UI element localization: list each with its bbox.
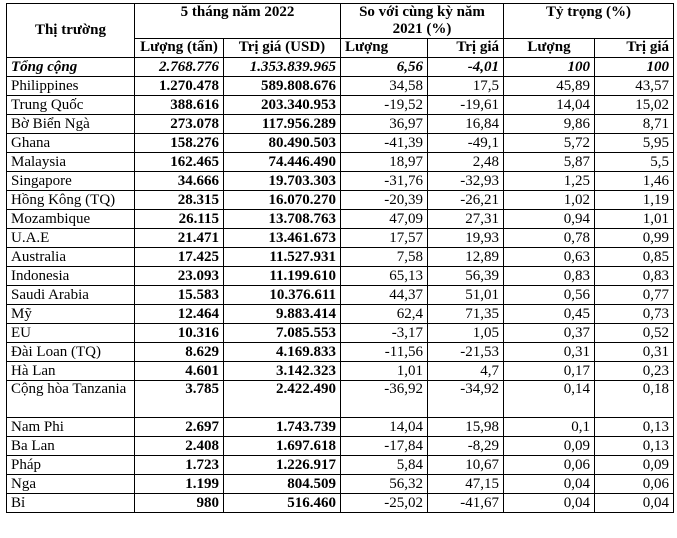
compare-value: -34,92 [428,381,504,418]
total-label: Tổng cộng [7,58,135,77]
qty-tons: 26.115 [135,210,224,229]
share-value: 0,13 [595,418,674,437]
market-name: Philippines [7,77,135,96]
table-row [7,286,674,305]
compare-qty: -36,92 [341,381,428,418]
table-row [7,267,674,286]
share-qty: 0,83 [504,267,595,286]
table-row [7,418,674,437]
share-qty: 0,04 [504,475,595,494]
market-name: Nga [7,475,135,494]
compare-value: 56,39 [428,267,504,286]
share-qty: 45,89 [504,77,595,96]
share-qty: 0,17 [504,362,595,381]
share-value: 43,57 [595,77,674,96]
share-value: 0,13 [595,437,674,456]
share-value: 0,85 [595,248,674,267]
value-usd: 117.956.289 [224,115,341,134]
share-value: 0,83 [595,267,674,286]
qty-tons: 1.270.478 [135,77,224,96]
market-name: Malaysia [7,153,135,172]
qty-tons: 1.199 [135,475,224,494]
share-value: 0,31 [595,343,674,362]
qty-tons: 23.093 [135,267,224,286]
total-share-value: 100 [595,58,674,77]
value-usd: 74.446.490 [224,153,341,172]
share-qty: 0,94 [504,210,595,229]
total-qty: 2.768.776 [135,58,224,77]
compare-value: 10,67 [428,456,504,475]
header-qty-tons: Lượng (tấn) [135,39,224,58]
value-usd: 7.085.553 [224,324,341,343]
compare-qty: -41,39 [341,134,428,153]
market-name: Hà Lan [7,362,135,381]
market-name: Saudi Arabia [7,286,135,305]
compare-qty: 17,57 [341,229,428,248]
compare-value: 19,93 [428,229,504,248]
share-qty: 1,02 [504,191,595,210]
market-name: Ba Lan [7,437,135,456]
market-name: Mỹ [7,305,135,324]
market-name: Mozambique [7,210,135,229]
total-value: 1.353.839.965 [224,58,341,77]
share-value: 8,71 [595,115,674,134]
table-row [7,172,674,191]
compare-qty: 5,84 [341,456,428,475]
market-name: Pháp [7,456,135,475]
share-value: 1,46 [595,172,674,191]
header-share-qty: Lượng [504,39,595,58]
market-name: Australia [7,248,135,267]
compare-qty: 62,4 [341,305,428,324]
table-row [7,305,674,324]
share-qty: 0,31 [504,343,595,362]
value-usd: 516.460 [224,494,341,513]
value-usd: 589.808.676 [224,77,341,96]
qty-tons: 21.471 [135,229,224,248]
header-share-group: Tỷ trọng (%) [504,4,674,39]
compare-qty: 47,09 [341,210,428,229]
table-row [7,115,674,134]
compare-qty: 44,37 [341,286,428,305]
qty-tons: 12.464 [135,305,224,324]
header-compare-qty: Lượng [341,39,428,58]
compare-value: 17,5 [428,77,504,96]
table-row [7,324,674,343]
qty-tons: 4.601 [135,362,224,381]
share-value: 0,23 [595,362,674,381]
share-value: 5,95 [595,134,674,153]
value-usd: 9.883.414 [224,305,341,324]
table-row [7,362,674,381]
value-usd: 1.743.739 [224,418,341,437]
compare-value: 47,15 [428,475,504,494]
table-row [7,494,674,513]
qty-tons: 17.425 [135,248,224,267]
qty-tons: 388.616 [135,96,224,115]
table-row [7,134,674,153]
value-usd: 3.142.323 [224,362,341,381]
value-usd: 80.490.503 [224,134,341,153]
qty-tons: 162.465 [135,153,224,172]
table-row [7,153,674,172]
compare-qty: -31,76 [341,172,428,191]
share-qty: 5,72 [504,134,595,153]
header-value-usd: Trị giá (USD) [224,39,341,58]
compare-qty: -19,52 [341,96,428,115]
compare-value: 15,98 [428,418,504,437]
share-value: 0,18 [595,381,674,418]
compare-value: 1,05 [428,324,504,343]
share-value: 0,52 [595,324,674,343]
share-value: 0,99 [595,229,674,248]
qty-tons: 980 [135,494,224,513]
compare-qty: 14,04 [341,418,428,437]
qty-tons: 2.408 [135,437,224,456]
table-row [7,343,674,362]
compare-qty: -17,84 [341,437,428,456]
compare-value: -49,1 [428,134,504,153]
value-usd: 10.376.611 [224,286,341,305]
table-row [7,210,674,229]
compare-qty: -3,17 [341,324,428,343]
qty-tons: 34.666 [135,172,224,191]
compare-qty: -20,39 [341,191,428,210]
market-name: Ghana [7,134,135,153]
compare-qty: -11,56 [341,343,428,362]
share-qty: 14,04 [504,96,595,115]
share-value: 0,09 [595,456,674,475]
compare-value: 71,35 [428,305,504,324]
share-value: 5,5 [595,153,674,172]
table-row [7,229,674,248]
total-compare-value: -4,01 [428,58,504,77]
share-value: 0,06 [595,475,674,494]
share-qty: 0,78 [504,229,595,248]
value-usd: 804.509 [224,475,341,494]
compare-value: -41,67 [428,494,504,513]
qty-tons: 8.629 [135,343,224,362]
table-row [7,456,674,475]
compare-value: 51,01 [428,286,504,305]
total-compare-qty: 6,56 [341,58,428,77]
compare-value: 27,31 [428,210,504,229]
share-qty: 0,56 [504,286,595,305]
compare-value: -21,53 [428,343,504,362]
share-qty: 0,37 [504,324,595,343]
export-markets-table [6,3,674,513]
value-usd: 1.697.618 [224,437,341,456]
market-name: EU [7,324,135,343]
market-name: Hồng Kông (TQ) [7,191,135,210]
value-usd: 11.199.610 [224,267,341,286]
share-qty: 0,63 [504,248,595,267]
value-usd: 13.461.673 [224,229,341,248]
share-qty: 0,09 [504,437,595,456]
value-usd: 19.703.303 [224,172,341,191]
qty-tons: 273.078 [135,115,224,134]
share-qty: 5,87 [504,153,595,172]
compare-qty: 18,97 [341,153,428,172]
compare-qty: 56,32 [341,475,428,494]
market-name: Singapore [7,172,135,191]
value-usd: 4.169.833 [224,343,341,362]
compare-value: -8,29 [428,437,504,456]
qty-tons: 3.785 [135,381,224,418]
share-qty: 0,45 [504,305,595,324]
share-qty: 0,14 [504,381,595,418]
compare-value: 12,89 [428,248,504,267]
qty-tons: 28.315 [135,191,224,210]
header-compare-value: Trị giá [428,39,504,58]
qty-tons: 158.276 [135,134,224,153]
share-value: 15,02 [595,96,674,115]
share-value: 1,01 [595,210,674,229]
share-qty: 0,04 [504,494,595,513]
share-value: 0,77 [595,286,674,305]
compare-qty: 34,58 [341,77,428,96]
qty-tons: 1.723 [135,456,224,475]
compare-qty: 36,97 [341,115,428,134]
header-market: Thị trường [7,4,135,58]
header-compare-group: So với cùng kỳ năm 2021 (%) [341,4,504,39]
market-name: Nam Phi [7,418,135,437]
value-usd: 11.527.931 [224,248,341,267]
value-usd: 1.226.917 [224,456,341,475]
table-row [7,248,674,267]
market-name: U.A.E [7,229,135,248]
qty-tons: 2.697 [135,418,224,437]
share-value: 0,73 [595,305,674,324]
market-name: Trung Quốc [7,96,135,115]
table-row [7,96,674,115]
value-usd: 16.070.270 [224,191,341,210]
header-share-value: Trị giá [595,39,674,58]
total-row [7,58,674,77]
compare-value: -19,61 [428,96,504,115]
total-share-qty: 100 [504,58,595,77]
compare-qty: 65,13 [341,267,428,286]
value-usd: 13.708.763 [224,210,341,229]
compare-value: 4,7 [428,362,504,381]
table-row [7,437,674,456]
value-usd: 203.340.953 [224,96,341,115]
table-row [7,475,674,494]
market-name: Cộng hòa Tanzania [7,381,135,418]
share-value: 1,19 [595,191,674,210]
header-period-group: 5 tháng năm 2022 [135,4,341,39]
compare-value: -32,93 [428,172,504,191]
value-usd: 2.422.490 [224,381,341,418]
qty-tons: 15.583 [135,286,224,305]
table-row [7,381,674,418]
market-name: Bờ Biển Ngà [7,115,135,134]
compare-qty: 1,01 [341,362,428,381]
table-row [7,191,674,210]
share-qty: 9,86 [504,115,595,134]
table-row [7,77,674,96]
compare-qty: 7,58 [341,248,428,267]
share-qty: 1,25 [504,172,595,191]
compare-qty: -25,02 [341,494,428,513]
share-qty: 0,1 [504,418,595,437]
qty-tons: 10.316 [135,324,224,343]
market-name: Đài Loan (TQ) [7,343,135,362]
share-value: 0,04 [595,494,674,513]
market-name: Bỉ [7,494,135,513]
compare-value: -26,21 [428,191,504,210]
compare-value: 16,84 [428,115,504,134]
market-name: Indonesia [7,267,135,286]
share-qty: 0,06 [504,456,595,475]
compare-value: 2,48 [428,153,504,172]
